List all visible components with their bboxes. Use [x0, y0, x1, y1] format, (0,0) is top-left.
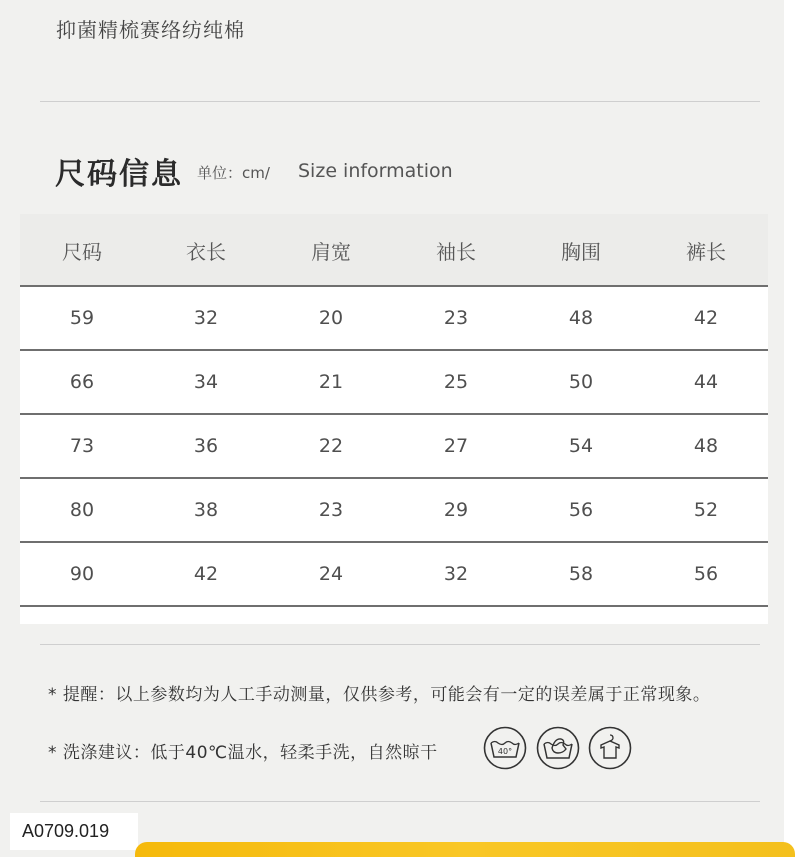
table-cell: 23: [318, 499, 344, 521]
table-cell: 42: [193, 563, 219, 585]
table-cell: 32: [193, 307, 219, 329]
table-header-cell: 胸围: [561, 240, 601, 264]
middle-divider: [40, 644, 760, 645]
table-cell: 32: [443, 563, 469, 585]
product-code: A0709.019: [10, 813, 138, 850]
table-cell: 52: [693, 499, 719, 521]
size-title-en: Size information: [298, 160, 453, 182]
table-cell: 90: [69, 563, 95, 585]
table-row: [20, 351, 768, 415]
table-header-cell: 肩宽: [311, 240, 351, 264]
table-cell: 59: [69, 307, 95, 329]
table-cell: 42: [693, 307, 719, 329]
table-cell: 80: [69, 499, 95, 521]
table-cell: 20: [318, 307, 344, 329]
row-divider: [20, 605, 768, 607]
table-cell: 44: [693, 371, 719, 393]
size-section-title: 尺码信息: [55, 157, 183, 192]
table-cell: 25: [443, 371, 469, 393]
top-divider: [40, 101, 760, 102]
table-header-cell: 衣长: [186, 240, 226, 264]
wash-temp-label: 40°: [497, 747, 513, 756]
table-cell: 48: [568, 307, 594, 329]
wash-40-icon: [483, 726, 527, 770]
table-cell: 66: [69, 371, 95, 393]
right-edge-strip: [784, 0, 800, 857]
table-row: [20, 479, 768, 543]
table-cell: 22: [318, 435, 344, 457]
table-cell: 50: [568, 371, 594, 393]
table-cell: 29: [443, 499, 469, 521]
hang-dry-icon: [588, 726, 632, 770]
table-cell: 56: [693, 563, 719, 585]
table-header-row: [20, 214, 768, 286]
table-cell: 48: [693, 435, 719, 457]
table-cell: 58: [568, 563, 594, 585]
table-cell: 36: [193, 435, 219, 457]
table-header-cell: 袖长: [436, 240, 476, 264]
table-cell: 21: [318, 371, 344, 393]
table-cell: 73: [69, 435, 95, 457]
table-cell: 24: [318, 563, 344, 585]
table-cell: 38: [193, 499, 219, 521]
size-unit-label: 单位：cm/: [197, 164, 270, 182]
table-row: [20, 415, 768, 479]
table-header-cell: 裤长: [686, 240, 726, 264]
yellow-banner-edge: [135, 842, 795, 857]
table-cell: 34: [193, 371, 219, 393]
table-cell: 54: [568, 435, 594, 457]
washing-advice: * 洗涤建议：低于40℃温水，轻柔手洗，自然晾干: [48, 743, 438, 763]
hand-wash-icon: [536, 726, 580, 770]
table-cell: 27: [443, 435, 469, 457]
bottom-divider: [40, 801, 760, 802]
size-table: [20, 214, 768, 624]
table-header-cell: 尺码: [62, 240, 102, 264]
table-cell: 23: [443, 307, 469, 329]
table-row: [20, 287, 768, 351]
table-row: [20, 543, 768, 607]
table-cell: 56: [568, 499, 594, 521]
reminder-note: * 提醒：以上参数均为人工手动测量，仅供参考，可能会有一定的误差属于正常现象。: [48, 685, 711, 705]
material-description: 抑菌精梳赛络纺纯棉: [56, 18, 245, 42]
